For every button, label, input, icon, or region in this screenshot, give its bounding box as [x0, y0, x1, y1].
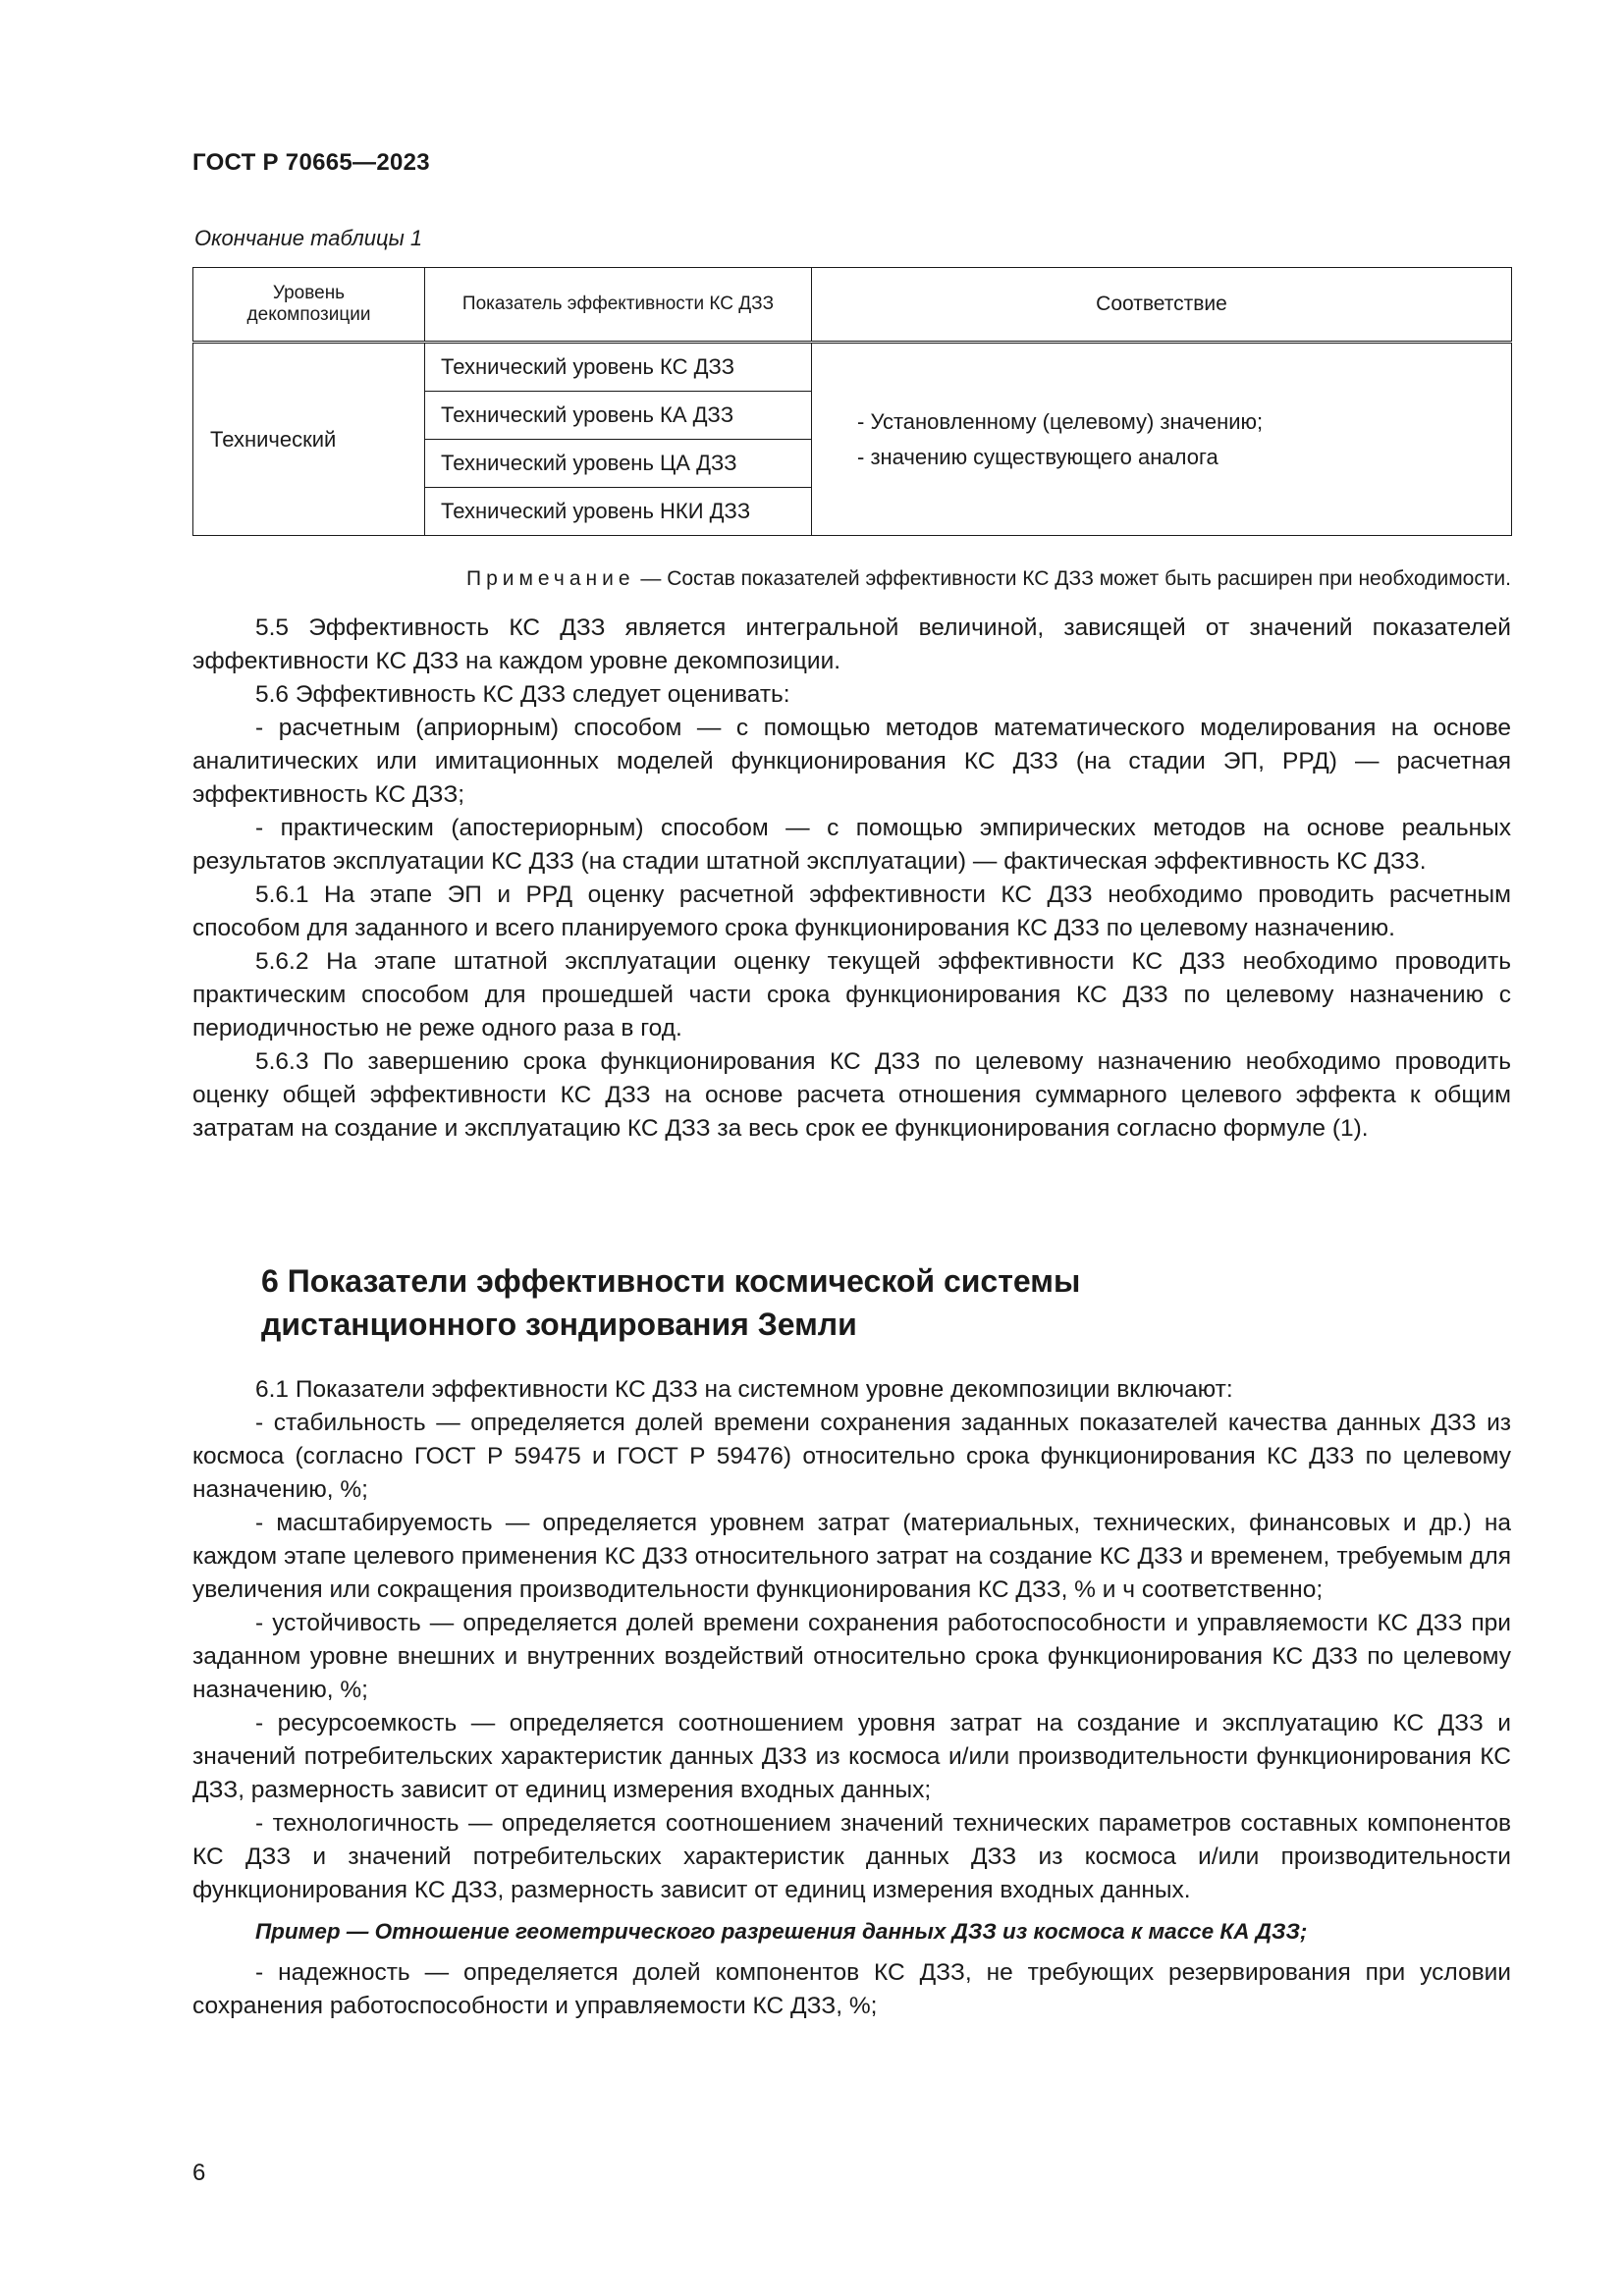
paragraph: 5.5 Эффективность КС ДЗЗ является интегральной величиной, зависящей от значений показателей эффективности КС ДЗЗ на каждом уровне декомпозиции. [192, 614, 1511, 674]
column-header-indicator: Показатель эффективности КС ДЗЗ [425, 268, 812, 343]
paragraph: - надежность — определяется долей компонентов КС ДЗЗ, не требующих резервирования при условии сохранения работоспособности и управляемости КС ДЗЗ, %; [192, 1959, 1511, 2019]
paragraph: - устойчивость — определяется долей времени сохранения работоспособности и управляемости КС ДЗЗ при заданном уровне внешних и внутренних воздействий относительно срока функционирования КС ДЗЗ по целевому назначению, %; [192, 1610, 1511, 1703]
table-note [192, 567, 1511, 591]
heading-line: дистанционного зондирования Земли [261, 1307, 857, 1342]
column-header-level: Уровень декомпозиции [193, 268, 425, 343]
paragraph: 6.1 Показатели эффективности КС ДЗЗ на системном уровне декомпозиции включают: [255, 1376, 1233, 1403]
section-6-heading [261, 1259, 1080, 1346]
indicator-cell: Технический уровень КС ДЗЗ [425, 343, 812, 392]
paragraph: 5.6.1 На этапе ЭП и РРД оценку расчетной эффективности КС ДЗЗ необходимо проводить расчетным способом для заданного и всего планируемого срока функционирования КС ДЗЗ по целевому назначению. [192, 881, 1511, 941]
table-caption: Окончание таблицы 1 [194, 226, 423, 250]
heading-line: 6 Показатели эффективности космической системы [261, 1263, 1081, 1299]
paragraph: - масштабируемость — определяется уровнем затрат (материальных, технических, финансовых и др.) на каждом этапе целевого применения КС ДЗЗ относительного затрат на создание КС ДЗЗ и временем, требуемым для увеличения или сокращения производительности функционирования КС ДЗЗ, % и ч соответственно; [192, 1510, 1511, 1603]
note-text: — Состав показателей эффективности КС ДЗЗ может быть расширен при необходимости. [634, 567, 1511, 590]
example-text: Пример — Отношение геометрического разрешения данных ДЗЗ из космоса к массе КА ДЗЗ; [255, 1919, 1308, 1944]
paragraph: - стабильность — определяется долей времени сохранения заданных показателей качества данных ДЗЗ из космоса (согласно ГОСТ Р 59475 и ГОСТ Р 59476) относительно срока функционирования КС ДЗЗ по целевому назначению, %; [192, 1410, 1511, 1503]
paragraph: 5.6.3 По завершению срока функционирования КС ДЗЗ по целевому назначению необходимо проводить оценку общей эффективности КС ДЗЗ на основе расчета отношения суммарного целевого эффекта к общим затратам на создание и эксплуатацию КС ДЗЗ за весь срок ее функционирования согласно формуле (1). [192, 1048, 1511, 1142]
paragraph: - расчетным (априорным) способом — с помощью методов математического моделирования на основе аналитических или имитационных моделей функционирования КС ДЗЗ (на стадии ЭП, РРД) — расчетная эффективность КС ДЗЗ; [192, 715, 1511, 808]
section-5-text [192, 612, 1511, 1146]
standard-header: ГОСТ Р 70665—2023 [192, 149, 430, 176]
page-number: 6 [192, 2160, 206, 2186]
compliance-item: - Установленному (целевому) значению; [857, 408, 1264, 434]
table-row [193, 343, 1512, 392]
compliance-cell [812, 343, 1512, 536]
indicator-cell: Технический уровень НКИ ДЗЗ [425, 488, 812, 536]
level-cell: Технический [193, 343, 425, 536]
section-6-text [192, 1373, 1511, 2023]
column-header-compliance: Соответствие [812, 268, 1512, 343]
indicator-cell: Технический уровень КА ДЗЗ [425, 392, 812, 440]
note-label: Примечание [465, 567, 635, 590]
table-header-row [193, 268, 1512, 343]
compliance-item: - значению существующего аналога [857, 444, 1218, 469]
paragraph: - практическим (апостериорным) способом — с помощью эмпирических методов на основе реальных результатов эксплуатации КС ДЗЗ (на стадии штатной эксплуатации) — фактическая эффективность КС ДЗЗ. [192, 815, 1511, 875]
indicators-table [192, 267, 1512, 536]
paragraph: - технологичность — определяется соотношением значений технических параметров составных компонентов КС ДЗЗ и значений потребительских характеристик данных ДЗЗ из космоса и/или производительности функционирования КС ДЗЗ, размерность зависит от единиц измерения входных данных. [192, 1810, 1511, 1903]
paragraph: 5.6.2 На этапе штатной эксплуатации оценку текущей эффективности КС ДЗЗ необходимо проводить практическим способом для прошедшей части срока функционирования КС ДЗЗ по целевому назначению с периодичностью не реже одного раза в год. [192, 948, 1511, 1041]
indicator-cell: Технический уровень ЦА ДЗЗ [425, 440, 812, 488]
paragraph: 5.6 Эффективность КС ДЗЗ следует оценивать: [255, 681, 790, 708]
paragraph: - ресурсоемкость — определяется соотношением уровня затрат на создание и эксплуатацию КС ДЗЗ и значений потребительских характеристик данных ДЗЗ из космоса и/или производительности функционирования КС ДЗЗ, размерность зависит от единиц измерения входных данных; [192, 1710, 1511, 1803]
